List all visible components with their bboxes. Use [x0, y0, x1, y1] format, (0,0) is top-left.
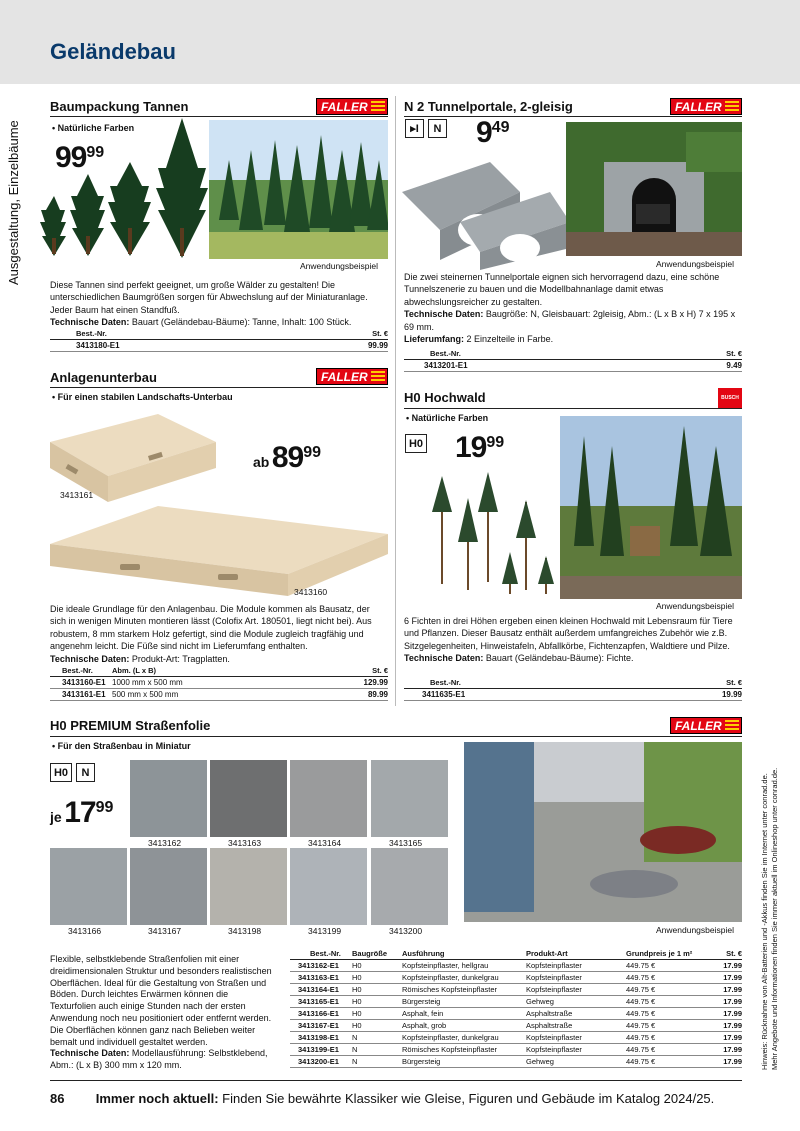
- swatch-label: 3413162: [148, 838, 182, 848]
- track-badge: ▸I: [405, 119, 424, 138]
- col-order-no: Best.-Nr.: [76, 329, 107, 338]
- swatch-label: 3413198: [228, 926, 262, 936]
- swatch-label: 3413164: [308, 838, 342, 848]
- spruce-trees-image: [428, 472, 558, 596]
- page-number: 86: [50, 1091, 65, 1106]
- footer: [50, 1091, 714, 1106]
- divider: [50, 1080, 742, 1081]
- swatch-label: 3413166: [68, 926, 102, 936]
- variant-label: 3413160: [294, 587, 328, 597]
- scale-badge-n: N: [76, 763, 95, 782]
- price: ab 8999: [253, 441, 322, 474]
- product-description: Die ideale Grundlage für den Anlagenbau. Die Module kommen als Bausatz, der sich in wenigen Minuten montieren lässt (Colofix Art. 180501, liegt nicht bei). Aus robustem, 8 mm starkem Holz gefertigt, sind die Module zugleich tragfähig und angenehm leicht. Die Füße sind nicht im Lieferumfang enthalten. Technische Daten: Produkt-Art: Tragplatten.: [50, 604, 372, 664]
- texture-swatch: [371, 848, 448, 925]
- product-title: H0 PREMIUM Straßenfolie: [50, 718, 211, 733]
- side-category-label: Ausgestaltung, Einzelbäume: [6, 120, 21, 285]
- tunnel-scene-image: [566, 122, 742, 256]
- street-scene-image: [464, 742, 742, 922]
- product-description: 6 Fichten in drei Höhen ergeben einen kleinen Hochwald mit Lebensraum für Tiere und Pflanzen. Dieser Bausatz enthält außerdem umfangreiches Zubehör wie z.B. Sitzgelegenheiten, Hinweistafeln, Abfallkörbe, Fichtenzapfen, Waldtiere und Pilze. Technische Daten: Bauart (Geländebau-Bäume): Fichte.: [404, 616, 733, 664]
- order-table: Best.-Nr. St. € 3411635-E1 19.99: [404, 677, 742, 701]
- texture-swatch: [210, 760, 287, 837]
- table-row: 3413162-E1 H0 Kopfsteinpflaster, hellgrau Kopfsteinpflaster 449.75 € 17.99: [290, 960, 742, 972]
- divider: [50, 736, 742, 737]
- table-row: 3413164-E1 H0 Römisches Kopfsteinpflaster Kopfsteinpflaster 449.75 € 17.99: [290, 984, 742, 996]
- footer-highlight: Immer noch aktuell:: [95, 1091, 219, 1106]
- swatch-label: 3413163: [228, 838, 262, 848]
- table-row: 3413166-E1 H0 Asphalt, fein Asphaltstraße 449.75 € 17.99: [290, 1008, 742, 1020]
- table-row: 3413199-E1 N Römisches Kopfsteinpflaster Kopfsteinpflaster 449.75 € 17.99: [290, 1044, 742, 1056]
- texture-swatch: [50, 848, 127, 925]
- col-price: St. €: [372, 329, 388, 338]
- price: 9999: [55, 141, 105, 174]
- table-row: 3413201-E1 9.49: [404, 360, 742, 372]
- image-caption: Anwendungsbeispiel: [300, 261, 378, 271]
- divider: [404, 408, 742, 409]
- product-title: H0 Hochwald: [404, 390, 486, 405]
- divider: [50, 116, 388, 117]
- faller-logo: FALLER: [670, 98, 742, 115]
- texture-swatch: [290, 848, 367, 925]
- product-title: Anlagenunterbau: [50, 370, 157, 385]
- scale-badge-n: N: [428, 119, 447, 138]
- product-description: Diese Tannen sind perfekt geeignet, um große Wälder zu gestalten! Die unterschiedlichen Baumgrößen sorgen für Abwechslung auf der Miniaturanlage. Jeder Baum hat einen Standfuß. Technische Daten: Bauart (Geländebau-Bäume): Tanne, Inhalt: 100 Stück.: [50, 280, 368, 328]
- forest-scene-image: [209, 120, 388, 259]
- price: je 1799: [50, 796, 114, 829]
- table-row: 3413163-E1 H0 Kopfsteinpflaster, dunkelgrau Kopfsteinpflaster 449.75 € 17.99: [290, 972, 742, 984]
- page-header: [0, 0, 800, 84]
- page-title: Geländebau: [50, 39, 176, 64]
- forest-diorama-image: [560, 416, 742, 599]
- swatch-label: 3413167: [148, 926, 182, 936]
- product-title: N 2 Tunnelportale, 2-gleisig: [404, 99, 573, 114]
- price: 949: [476, 116, 510, 149]
- image-caption: Anwendungsbeispiel: [656, 601, 734, 611]
- texture-swatch: [371, 760, 448, 837]
- image-caption: Anwendungsbeispiel: [656, 259, 734, 269]
- side-note-line-2: Mehr Angebote und Informationen finden Sie immer aktuell im Onlineshop unter conrad.de.: [770, 767, 779, 1070]
- swatch-label: 3413165: [389, 838, 423, 848]
- feature-bullet: • Natürliche Farben: [406, 413, 488, 423]
- product-description: Die zwei steinernen Tunnelportale eignen sich hervorragend dazu, eine schöne Tunnelszenerie zu bauen und die Modellbahnanlage damit etwas abwechslungsreicher zu gestalten. Technische Daten: Baugröße: N, Gleisbauart: 2gleisig, Abm.: (L x B x H) 7 x 195 x 69 mm. Lieferumfang: 2 Einzelteile in Farbe.: [404, 272, 736, 345]
- table-row: 3413167-E1 H0 Asphalt, grob Asphaltstraße 449.75 € 17.99: [290, 1020, 742, 1032]
- feature-bullet: • Für einen stabilen Landschafts-Unterbau: [52, 392, 233, 402]
- texture-swatch: [290, 760, 367, 837]
- scale-badge-h0: H0: [50, 763, 72, 782]
- order-table: Best.-Nr. Baugröße Ausführung Produkt-Art Grundpreis je 1 m² St. € 3413162-E1 H0 Kopfsteinpflaster, hellgrau Kopfsteinpflaster 449.75 € 17.99 3413163-E1 H0 Kopfsteinpflaster, dunkelgrau Kopfsteinpflaster 449.75 € 17.99 3413164-E1 H0 Römisches Kopfsteinpflaster Kopfsteinpflaster 449.75 € 17.99 3413165-E1 H0 Bürgersteig Gehweg 449.75 € 17.99 3413166-E1 H0 Asphalt, fein Asphaltstraße 449.75 € 17.99 3413167-E1 H0 Asphalt, grob Asphaltstraße 449.75 € 17.99 3413198-E1 N Kopfsteinpflaster, dunkelgrau Kopfsteinpflaster 449.75 € 17.99 3413199-E1 N Römisches Kopfsteinpflaster Kopfsteinpflaster 449.75 € 17.99 3413200-E1 N Bürgersteig Gehweg 449.75 € 17.99: [290, 948, 742, 1068]
- feature-bullet: • Natürliche Farben: [52, 123, 134, 133]
- feature-bullet: • Für den Straßenbau in Miniatur: [52, 741, 191, 751]
- side-note-line-1: Hinweis: Rücknahme von Alt-Batterien und -Akkus finden Sie im Internet unter conrad.de.: [760, 773, 769, 1070]
- table-row: 3413161-E1 500 mm x 500 mm 89.99: [50, 689, 388, 701]
- texture-swatch: [130, 848, 207, 925]
- image-caption: Anwendungsbeispiel: [656, 925, 734, 935]
- divider: [50, 387, 388, 388]
- table-row: 3413198-E1 N Kopfsteinpflaster, dunkelgrau Kopfsteinpflaster 449.75 € 17.99: [290, 1032, 742, 1044]
- faller-logo: FALLER: [316, 368, 388, 385]
- busch-logo: BUSCH: [718, 388, 742, 408]
- footer-text: Finden Sie bewährte Klassiker wie Gleise, Figuren und Gebäude im Katalog 2024/25.: [222, 1091, 715, 1106]
- faller-logo: FALLER: [670, 717, 742, 734]
- texture-swatch: [210, 848, 287, 925]
- baseboard-large-image: [48, 504, 390, 596]
- texture-swatch: [130, 760, 207, 837]
- column-divider: [395, 96, 396, 706]
- side-note: [760, 768, 780, 1070]
- price: 1999: [455, 431, 505, 464]
- product-title: Baumpackung Tannen: [50, 99, 189, 114]
- faller-logo: FALLER: [316, 98, 388, 115]
- divider: [404, 116, 742, 117]
- table-row: 3413200-E1 N Bürgersteig Gehweg 449.75 € 17.99: [290, 1056, 742, 1068]
- product-description: Flexible, selbstklebende Straßenfolien mit einer dreidimensionalen Struktur und besonders realistischen Oberflächen. Ideal für die Gestaltung von Straßen und Böden. Durch leichtes Erwärmen können die Texturfolien auch einige Stunden nach der ersten Anwendung noch neu positioniert oder entfernt werden. Die Oberflächen können ganz nach Belieben weiter bemalt und individuell gestaltet werden. Technische Daten: Modellausführung: Selbstklebend, Abm.: (L x B) 300 mm x 120 mm.: [50, 954, 272, 1071]
- swatch-label: 3413199: [308, 926, 342, 936]
- scale-badge-h0: H0: [405, 434, 427, 453]
- table-row: 3411635-E1 19.99: [404, 689, 742, 701]
- fir-trees-image: [40, 118, 210, 258]
- swatch-label: 3413200: [389, 926, 423, 936]
- order-table: [50, 328, 388, 352]
- order-table: Best.-Nr. Abm. (L x B) St. € 3413160-E1 1000 mm x 500 mm 129.99 3413161-E1 500 mm x 500 mm 89.99: [50, 665, 388, 701]
- order-table: Best.-Nr. St. € 3413201-E1 9.49: [404, 348, 742, 372]
- table-row: 3413180-E1 99.99: [50, 340, 388, 352]
- table-row: 3413165-E1 H0 Bürgersteig Gehweg 449.75 € 17.99: [290, 996, 742, 1008]
- tunnel-portal-image: [400, 152, 570, 270]
- table-row: 3413160-E1 1000 mm x 500 mm 129.99: [50, 677, 388, 689]
- variant-label: 3413161: [60, 490, 94, 500]
